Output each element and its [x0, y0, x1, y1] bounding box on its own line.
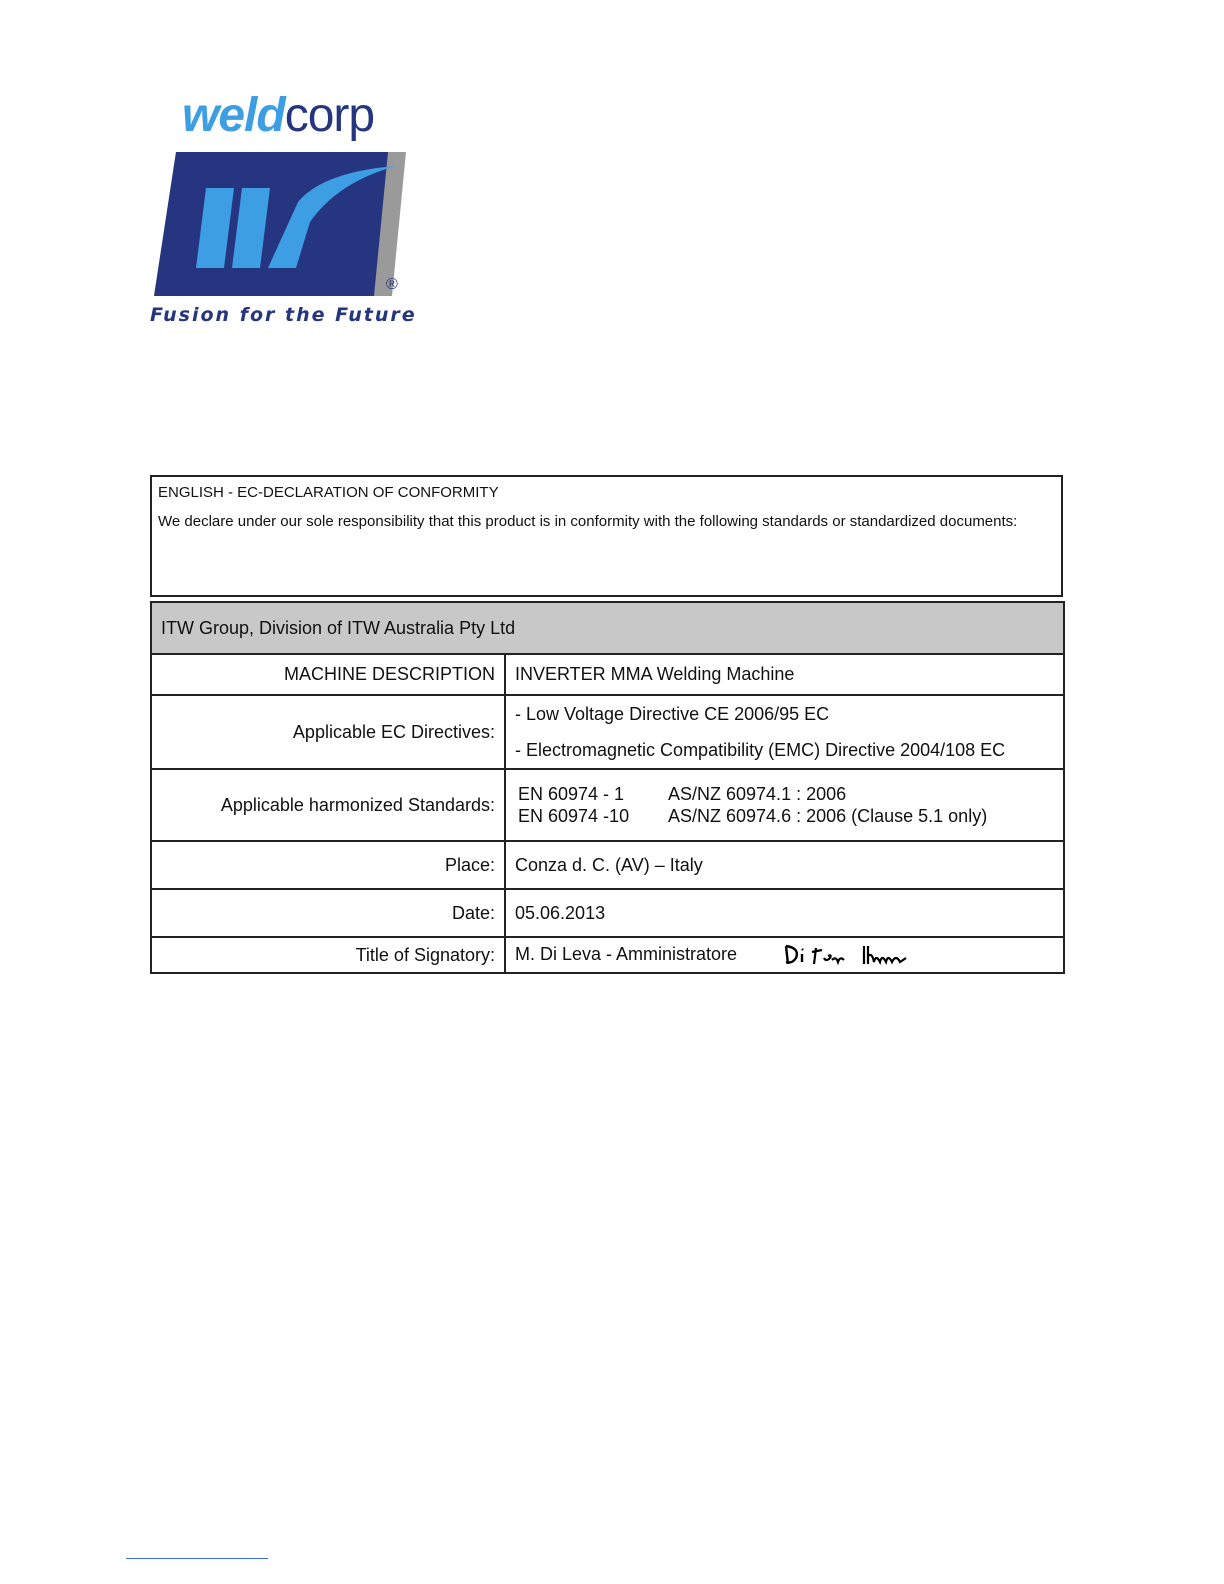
conformity-table	[150, 601, 1065, 974]
logo-wordmark	[182, 89, 375, 142]
date-label: Date:	[151, 889, 505, 937]
declaration-statement: We declare under our sole responsibility that this product is in conformity with the following standards or standardized documents:	[158, 513, 1018, 530]
logo-tagline: Fusion for the Future	[150, 304, 417, 326]
directive-item: - Electromagnetic Compatibility (EMC) Directive 2004/108 EC	[515, 740, 1006, 760]
registered-mark: ®	[386, 276, 398, 293]
declaration-box	[150, 475, 1063, 597]
signatory-row	[151, 937, 1064, 973]
standard-asnz: AS/NZ 60974.1 : 2006	[668, 784, 847, 804]
standards-value	[505, 769, 1064, 841]
standard-en: EN 60974 - 1	[518, 784, 625, 804]
place-value: Conza d. C. (AV) – Italy	[505, 841, 1064, 889]
directives-value	[505, 695, 1064, 769]
date-row	[151, 889, 1064, 937]
machine-description-label: MACHINE DESCRIPTION	[151, 654, 505, 695]
standards-label: Applicable harmonized Standards:	[151, 769, 505, 841]
signatory-label: Title of Signatory:	[151, 937, 505, 973]
footer-rule	[126, 1558, 268, 1559]
signatory-value	[505, 937, 1064, 973]
signatory-name: M. Di Leva - Amministratore	[515, 943, 738, 964]
directive-item: - Low Voltage Directive CE 2006/95 EC	[515, 704, 830, 724]
declaration-heading: ENGLISH - EC-DECLARATION OF CONFORMITY	[158, 484, 499, 501]
company-name: ITW Group, Division of ITW Australia Pty Ltd	[151, 602, 1064, 654]
logo-w-emblem	[148, 150, 418, 300]
logo-word-corp: corp	[284, 89, 375, 142]
place-row	[151, 841, 1064, 889]
standard-asnz: AS/NZ 60974.6 : 2006 (Clause 5.1 only)	[668, 806, 988, 826]
date-value: 05.06.2013	[505, 889, 1064, 937]
place-label: Place:	[151, 841, 505, 889]
standards-row	[151, 769, 1064, 841]
machine-description-row	[151, 654, 1064, 695]
company-row	[151, 602, 1064, 654]
standards-grid	[515, 783, 1054, 827]
signature-image	[782, 940, 912, 970]
weldcorp-logo	[148, 89, 418, 332]
machine-description-value: INVERTER MMA Welding Machine	[505, 654, 1064, 695]
directives-row	[151, 695, 1064, 769]
logo-word-weld: weld	[182, 89, 285, 142]
directives-label: Applicable EC Directives:	[151, 695, 505, 769]
standard-en: EN 60974 -10	[518, 806, 630, 826]
